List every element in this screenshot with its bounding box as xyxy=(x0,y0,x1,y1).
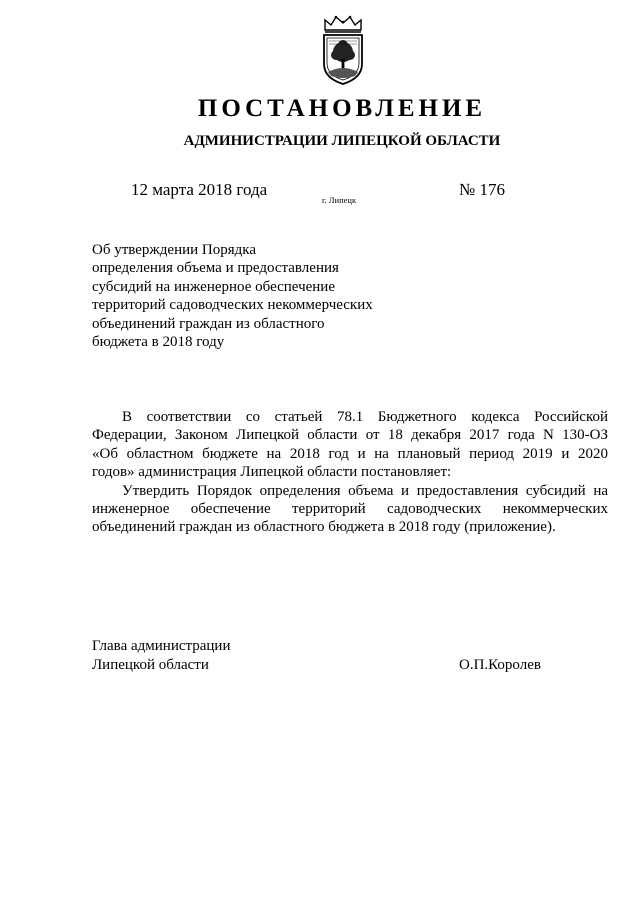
document-date: 12 марта 2018 года xyxy=(131,180,268,199)
signatory-position xyxy=(92,637,230,675)
document-issuer: АДМИНИСТРАЦИИ ЛИПЕЦКОЙ ОБЛАСТИ xyxy=(183,133,501,149)
document-body xyxy=(92,408,608,537)
signatory-position-line: Липецкой области xyxy=(92,657,209,673)
subject-line: территорий садоводческих некоммерческих xyxy=(92,297,373,314)
document-title: ПОСТАНОВЛЕНИЕ xyxy=(197,95,487,122)
subject-line: субсидий на инженерное обеспечение xyxy=(92,278,335,295)
document-subject xyxy=(92,241,432,351)
body-line: Утвердить Порядок определения объема и предоставления субсидий на xyxy=(122,482,608,499)
body-line: годов» администрация Липецкой области постановляет: xyxy=(92,464,452,481)
body-line: Федерации, Законом Липецкой области от 18 декабря 2017 года N 130-ОЗ xyxy=(92,427,608,444)
signatory-position-line: Глава администрации xyxy=(92,638,231,654)
signatory-name: О.П.Королев xyxy=(459,657,541,673)
subject-line: объединений граждан из областного xyxy=(92,315,325,332)
body-line: объединений граждан из областного бюджета в 2018 году (приложение). xyxy=(92,519,556,536)
body-line: В соответствии со статьей 78.1 Бюджетного кодекса Российской xyxy=(122,409,608,425)
document-place: г. Липецк xyxy=(322,195,357,205)
paragraph-resolution xyxy=(92,482,608,537)
subject-line: бюджета в 2018 году xyxy=(92,334,225,351)
body-line: инженерное обеспечение территорий садоводческих некоммерческих xyxy=(92,501,608,518)
document-number: № 176 xyxy=(459,180,505,199)
body-line: «Об областном бюджете на 2018 год и на плановый период 2019 и 2020 xyxy=(92,445,608,462)
subject-line: определения объема и предоставления xyxy=(92,260,339,277)
paragraph-preamble xyxy=(92,408,608,482)
subject-line: Об утверждении Порядка xyxy=(92,242,256,258)
lipetsk-coat-of-arms-icon xyxy=(315,14,371,86)
